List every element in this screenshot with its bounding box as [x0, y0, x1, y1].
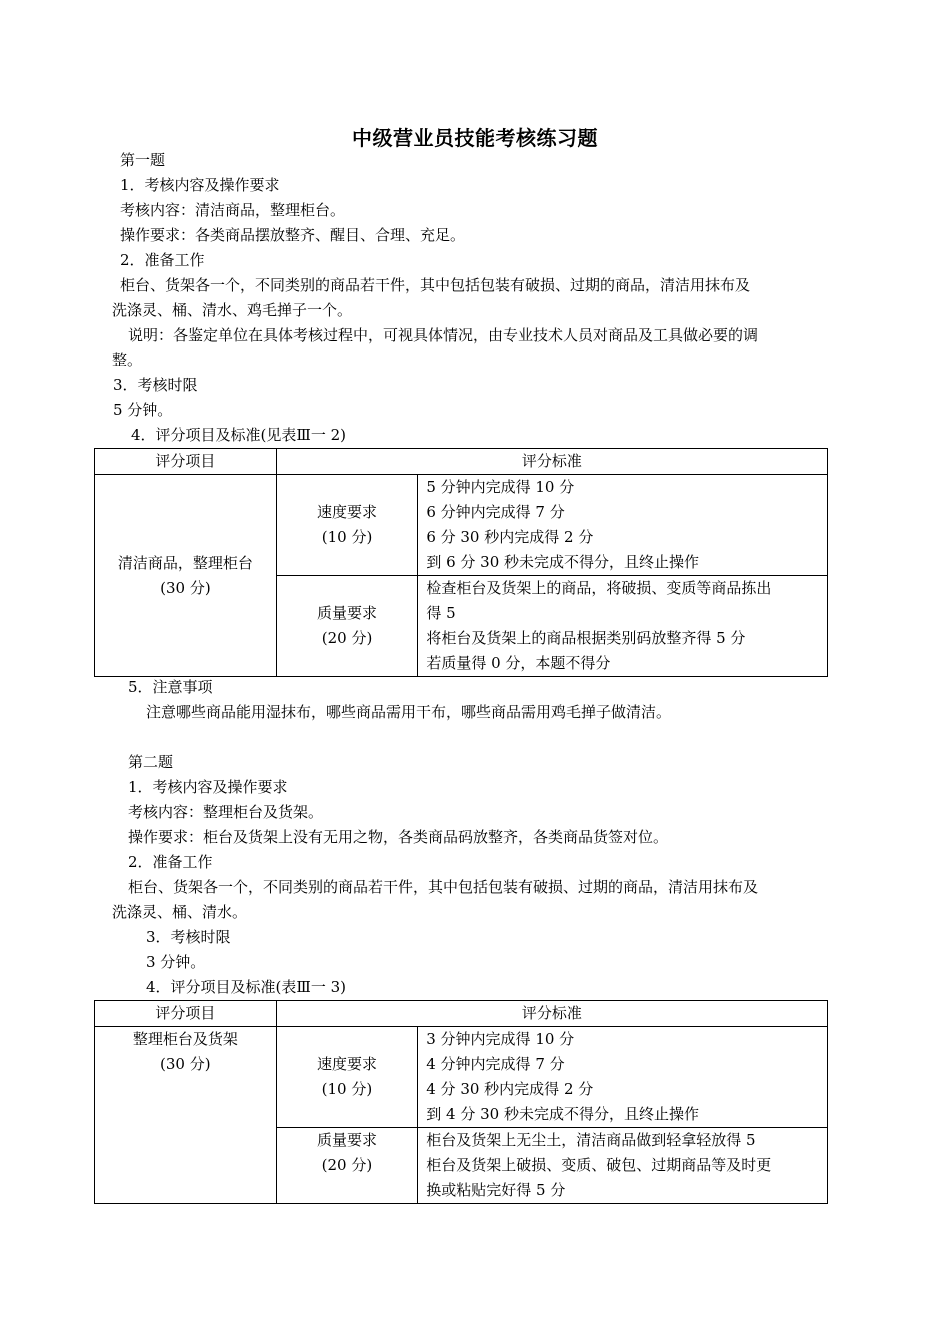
item-points: (30 分)	[160, 578, 211, 597]
speed-rules	[418, 1027, 828, 1128]
q1-section-4: 4．评分项目及标准(见表Ⅲ一 2)	[131, 426, 347, 444]
speed-label: 速度要求	[317, 503, 378, 521]
q1-content: 考核内容：清洁商品，整理柜台。	[120, 201, 346, 219]
header-item: 评分项目	[95, 449, 277, 475]
speed-rules	[418, 475, 828, 576]
rule-line: 4 分 30 秒内完成得 2 分	[426, 1080, 594, 1098]
header-standard: 评分标准	[276, 1001, 827, 1027]
speed-label: 速度要求	[316, 1055, 377, 1073]
q2-section-1: 1．考核内容及操作要求	[128, 778, 288, 796]
q2-section-3: 3．考核时限	[146, 928, 231, 946]
rule-line: 柜台及货架上无尘土，清洁商品做到轻拿轻放得 5	[426, 1131, 756, 1149]
table-row	[95, 475, 828, 576]
header-item: 评分项目	[95, 1001, 277, 1027]
rule-line: 3 分钟内完成得 10 分	[426, 1030, 575, 1048]
item-name: 整理柜台及货架	[132, 1030, 238, 1048]
speed-cell	[276, 475, 418, 576]
q2-prep-line-2: 洗涤灵、桶、清水。	[112, 903, 248, 921]
q1-section-3: 3．考核时限	[113, 376, 198, 394]
speed-points: (10 分)	[321, 1080, 373, 1098]
speed-points: (10 分)	[321, 528, 373, 546]
q2-time-limit: 3 分钟。	[146, 953, 206, 971]
item-name: 清洁商品，整理柜台	[117, 553, 253, 572]
quality-label: 质量要求	[316, 1131, 377, 1149]
table-header-row	[95, 449, 828, 475]
q1-time-limit: 5 分钟。	[113, 401, 173, 419]
rule-line: 换或粘贴完好得 5 分	[426, 1181, 566, 1199]
q2-requirement: 操作要求：柜台及货架上没有无用之物，各类商品码放整齐，各类商品货签对位。	[128, 828, 669, 846]
rule-line: 4 分钟内完成得 7 分	[426, 1055, 565, 1073]
q2-prep-line-1: 柜台、货架各一个，不同类别的商品若干件，其中包括包装有破损、过期的商品，清洁用抹布及	[128, 878, 759, 896]
quality-rules	[418, 576, 828, 677]
q2-heading: 第二题	[128, 753, 174, 771]
item-cell	[95, 475, 277, 677]
q1-prep-line-2: 洗涤灵、桶、清水、鸡毛掸子一个。	[112, 301, 353, 319]
rule-line: 若质量得 0 分，本题不得分	[426, 654, 611, 672]
q1-section-2: 2．准备工作	[120, 251, 205, 269]
rule-line: 检查柜台及货架上的商品，将破损、变质等商品拣出	[426, 579, 772, 597]
rule-line: 到 4 分 30 秒未完成不得分，且终止操作	[426, 1105, 699, 1123]
item-points: (30 分)	[160, 1055, 211, 1073]
item-cell	[95, 1027, 277, 1204]
document-title: 中级营业员技能考核练习题	[352, 126, 598, 150]
table-header-row	[95, 1001, 828, 1027]
q1-section-1: 1．考核内容及操作要求	[120, 176, 280, 194]
q1-score-table	[94, 448, 828, 677]
rule-line: 6 分钟内完成得 7 分	[426, 503, 565, 521]
q1-heading: 第一题	[120, 151, 166, 169]
quality-label: 质量要求	[317, 604, 378, 622]
rule-line: 5 分钟内完成得 10 分	[426, 478, 575, 496]
q1-requirement: 操作要求：各类商品摆放整齐、醒目、合理、充足。	[120, 226, 466, 244]
table-row	[95, 1027, 828, 1128]
speed-cell	[276, 1027, 418, 1128]
quality-points: (20 分)	[321, 1156, 373, 1174]
q1-prep-line-1: 柜台、货架各一个，不同类别的商品若干件，其中包括包装有破损、过期的商品，清洁用抹布及	[120, 276, 751, 294]
quality-rules	[418, 1128, 828, 1204]
q2-section-2: 2．准备工作	[128, 853, 213, 871]
quality-points: (20 分)	[321, 629, 373, 647]
header-standard: 评分标准	[276, 449, 827, 475]
rule-line: 到 6 分 30 秒未完成不得分，且终止操作	[426, 553, 700, 571]
quality-cell	[276, 1128, 418, 1204]
q2-content: 考核内容：整理柜台及货架。	[128, 803, 324, 821]
q2-section-4: 4．评分项目及标准(表Ⅲ一 3)	[146, 978, 347, 996]
q1-section-5: 5．注意事项	[128, 678, 213, 696]
q1-caution: 注意哪些商品能用湿抹布，哪些商品需用干布，哪些商品需用鸡毛掸子做清洁。	[146, 703, 672, 721]
rule-line: 将柜台及货架上的商品根据类别码放整齐得 5 分	[426, 629, 746, 647]
quality-cell	[276, 576, 418, 677]
q1-note-line-2: 整。	[112, 351, 143, 369]
q2-score-table	[94, 1000, 828, 1204]
rule-line: 柜台及货架上破损、变质、破包、过期商品等及时更	[426, 1156, 772, 1174]
rule-line: 得 5	[426, 604, 456, 622]
rule-line: 6 分 30 秒内完成得 2 分	[426, 528, 594, 546]
q1-note-line-1: 说明：各鉴定单位在具体考核过程中，可视具体情况，由专业技术人员对商品及工具做必要的调	[128, 326, 759, 344]
